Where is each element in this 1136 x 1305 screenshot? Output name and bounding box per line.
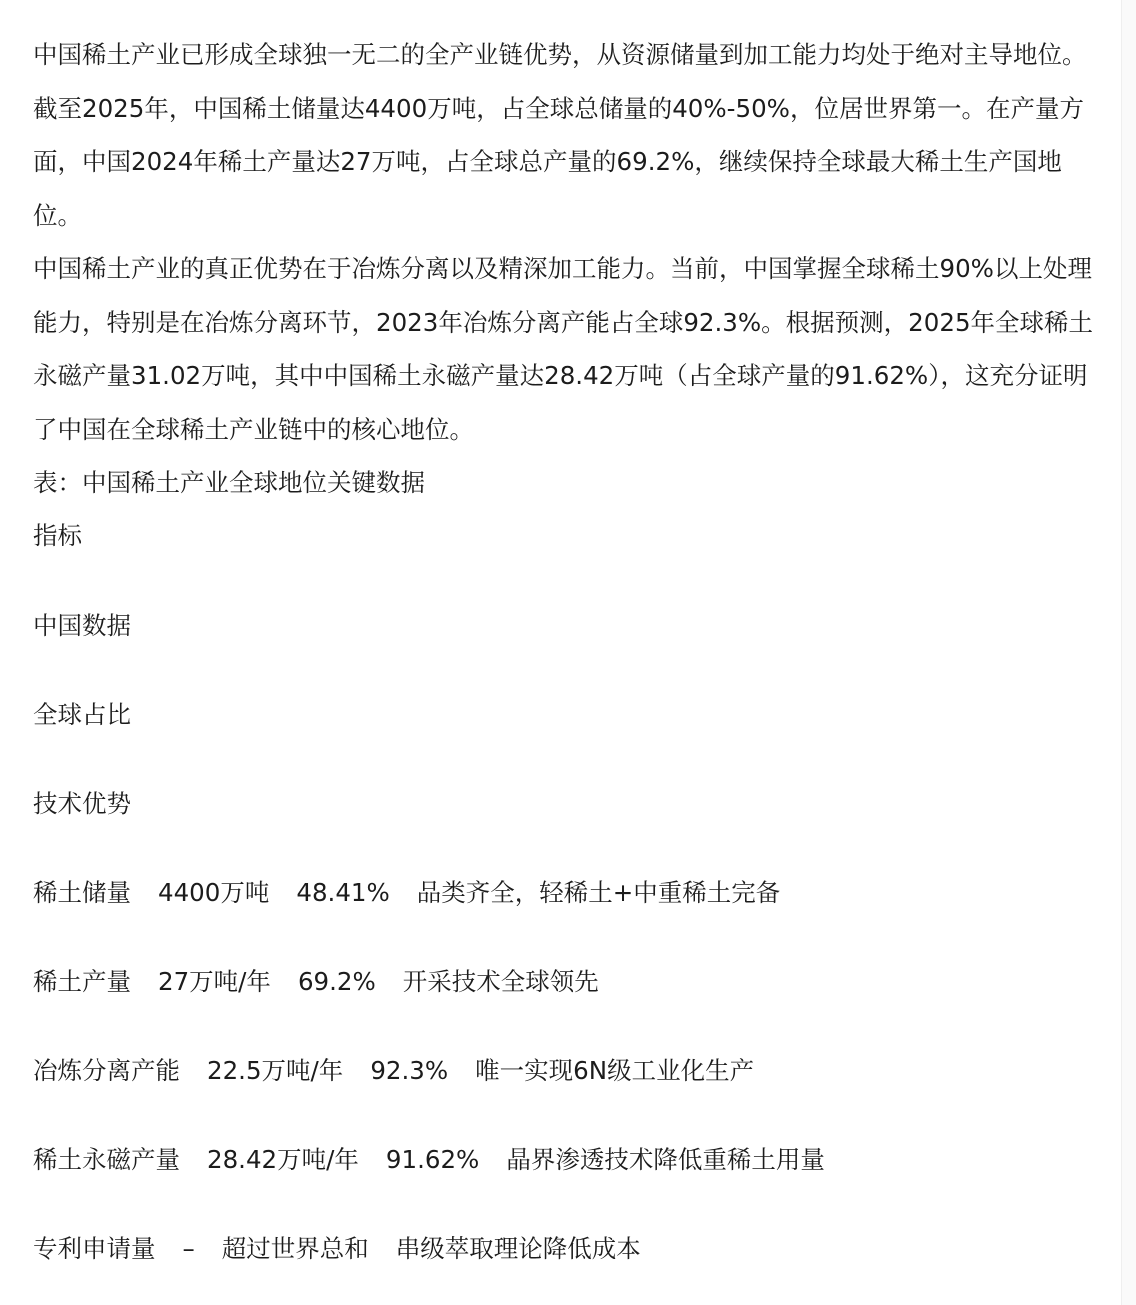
table-cell: 超过世界总和 — [221, 1233, 369, 1263]
table-cell: 稀土储量 — [33, 877, 131, 907]
article-body — [33, 28, 1095, 1267]
table-row — [33, 964, 1095, 1000]
table-cell: 冶炼分离产能 — [33, 1055, 180, 1085]
table-cell: 稀土产量 — [33, 966, 131, 996]
paragraph-1: 中国稀土产业已形成全球独一无二的全产业链优势，从资源储量到加工能力均处于绝对主导地位。截至2025年，中国稀土储量达4400万吨，占全球总储量的40%-50%，位居世界第一。在产量方面，中国2024年稀土产量达27万吨，占全球总产量的69.2%，继续保持全球最大稀土生产国地位。 — [33, 40, 1087, 230]
table-cell: 91.62% — [385, 1144, 480, 1174]
table-header-china-data: 中国数据 — [33, 610, 131, 640]
table-caption: 表：中国稀土产业全球地位关键数据 — [33, 468, 425, 497]
table-header-global-share: 全球占比 — [33, 699, 131, 729]
scrollbar-track[interactable] — [1121, 0, 1136, 1305]
table-cell: 28.42万吨/年 — [207, 1144, 359, 1174]
table-row — [33, 1053, 1095, 1089]
table-header-tech-advantage: 技术优势 — [33, 788, 131, 818]
table-cell: 稀土永磁产量 — [33, 1144, 180, 1174]
table-row — [33, 1142, 1095, 1178]
table-cell: 唯一实现6N级工业化生产 — [475, 1055, 755, 1085]
table-cell: 专利申请量 — [33, 1233, 156, 1263]
table-cell: 4400万吨 — [158, 877, 270, 907]
table-cell: 晶界渗透技术降低重稀土用量 — [506, 1144, 825, 1174]
paragraph-2: 中国稀土产业的真正优势在于冶炼分离以及精深加工能力。当前，中国掌握全球稀土90%以上处理能力，特别是在冶炼分离环节，2023年冶炼分离产能占全球92.3%。根据预测，2025年全球稀土永磁产量31.02万吨，其中中国稀土永磁产量达28.42万吨（占全球产量的91.62%），这充分证明了中国在全球稀土产业链中的核心地位。 — [33, 254, 1094, 444]
table-cell: 开采技术全球领先 — [402, 966, 599, 996]
table-cell: 27万吨/年 — [158, 966, 271, 996]
table-cell: – — [182, 1233, 195, 1263]
table-cell: 22.5万吨/年 — [207, 1055, 344, 1085]
table-row — [33, 875, 1095, 911]
table-row — [33, 1231, 1095, 1267]
data-table — [33, 518, 1095, 1267]
table-cell: 品类齐全，轻稀土+中重稀土完备 — [416, 877, 781, 907]
table-header-indicator: 指标 — [33, 520, 82, 550]
table-cell: 69.2% — [297, 966, 376, 996]
table-cell: 48.41% — [296, 877, 390, 907]
table-cell: 串级萃取理论降低成本 — [395, 1233, 641, 1263]
table-cell: 92.3% — [370, 1055, 449, 1085]
